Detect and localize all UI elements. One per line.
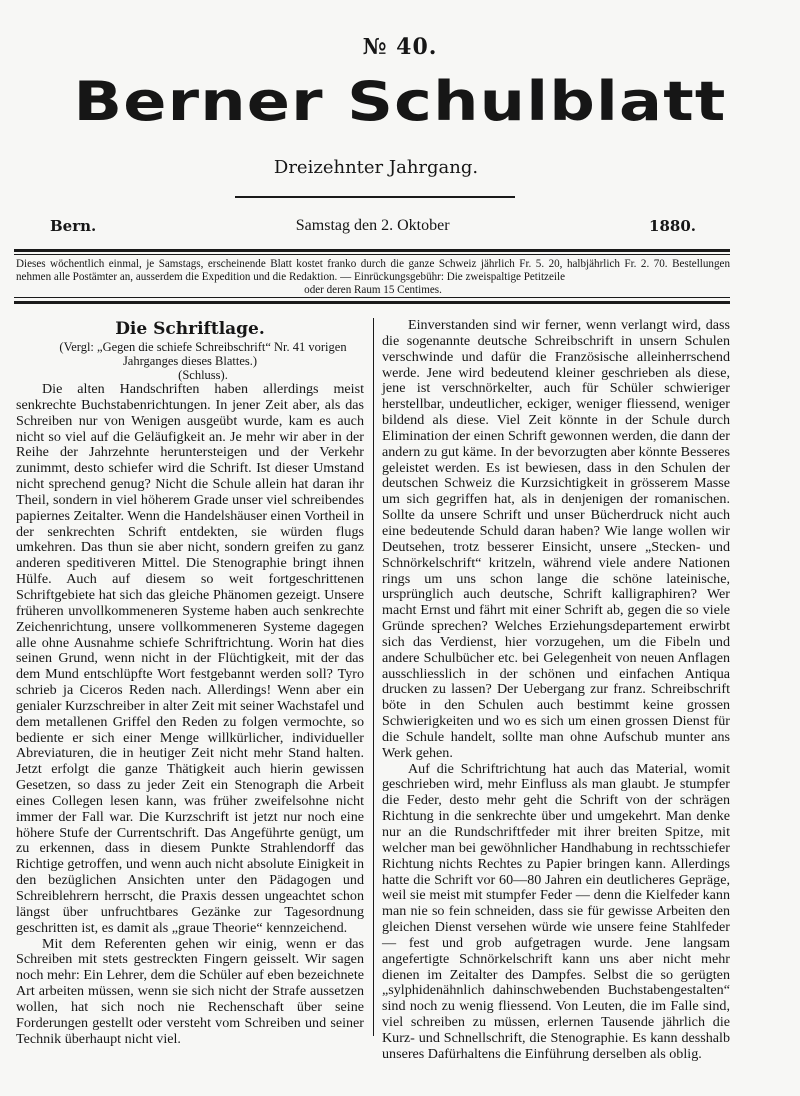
header-rule-top-thin — [14, 254, 730, 255]
article-status: (Schluss). — [178, 368, 228, 382]
header-rule-bottom-thin — [14, 297, 730, 298]
paragraph: Mit dem Referenten gehen wir einig, wenn er das Schreiben mit stets gestreckten Fingern geisselt. Wir sagen noch mehr: Ein Lehrer, dem die Schüler auf eben bezeichnete Art arbeiten müssen, wenn sie sich nicht der Strafe aussetzen wollen, hat sich noch nie Rechenschaft über seine Forderungen gestellt oder versteht vom Schreiben und seiner Technik überhaupt nicht viel. — [16, 935, 364, 1047]
paragraph: Die alten Handschriften haben allerdings meist senkrechte Buchstabenrichtungen. In jener Zeit aber, als das Schreiben nur von Wenigen ausgeübt wurde, kam es auch nicht so viel auf die Geläufigkeit an. Je mehr wir aber in der Reihe der Jahrzehnte heruntersteigen und der Verkehr zunimmt, desto schiefer wird die Schrift. Ist dieser Umstand nicht sprechend genug? Nicht die Schule allein hat daran ihr Theil, sondern in viel höherem Grade unser viel schreibendes papiernes Zeitalter. Wenn die Handelshäuser einen Vortheil in der senkrechten Schrift entdekten, sie würden flugs umkehren. Das thun sie aber nicht, sondern greifen zu ganz anderen speditiveren Mittel. Die Stenographie bringt ihnen Hülfe. Auch auf diesem so weit fortgeschrittenen Schriftgebiete hat sich das gleiche Phänomen gezeigt. Unsere früheren unvollkommeneren Systeme haben auch senkrechte Zeichenrichtung, unsere vollkommeneren Systeme dagegen alle ohne Ausnahme schiefe Schriftrichtung. Worin hat dies seinen Grund, wenn nicht in der Flüchtigkeit, mit der das dem Mund entschlüpfte Wort festgebannt werden soll? Tyro schrieb ja Ciceros Reden nach. Allerdings! Wenn aber ein genialer Kurzschreiber in alter Zeit mit seiner Wachstafel und dem metallenen Griffel den Reden zu folgen vermochte, so bediente er sich einer Menge willkürlicher, individueller Abreviaturen, die in heutiger Zeit nicht mehr Stand halten. Jetzt erfolgt die ganze Thätigkeit auch hierin gewissen Gesetzen, so dass zu jeder Zeit ein Stenograph die Arbeit eines Collegen lesen kann, was früher zweifelsohne nicht immer der Fall war. Die Kurzschrift ist jetzt nur noch eine höhere Stufe der Currentschrift. Das Angeführte genügt, um zu erkennen, dass in diesem Punkte Strahlendorff das Richtige getroffen, und wenn auch nicht absolute Einigkeit in den bezüglichen Ansichten unter den Pädagogen und Schreiblehrern herrscht, die Praxis dessen ungeachtet schon längst über unfruchtbares Gezänke zur Tagesordnung geschritten ist, es damit als „graue Theorie“ kennzeichend. — [16, 381, 364, 936]
paragraph: Einverstanden sind wir ferner, wenn verlangt wird, dass die sogenannte deutsche Schreibschrift in unsern Schulen verschwinde und dafür die Französische alleinherrschend werde. Jene wird bedeutend kleiner geschrieben als diese, jene ist verschnörkelter, auch für Schüler schwieriger herstellbar, undeutlicher, eckiger, weniger fliessend, weniger bildend als diese. Viel Zeit könnte in der Schule durch Elimination der einen Schrift gewonnen werden, die dann der andern zu gut käme. In der bevorzugten aber könnte Besseres geleistet werden. Es ist bewiesen, dass in den Schulen der deutschen Schweiz die Kurzsichtigkeit in grösserem Masse um sich gegriffen hat, als in denjenigen der romanischen. Sollte da unsere Schrift und unser Bücherdruck nicht auch eine bedeutende Schuld daran haben? Wie lange wollen wir Deutsehen, trotz besserer Einsicht, unsere „Stecken- und Schnörkelschrift“ kritzeln, während viele andere Nationen rings um uns schon lange die schöne lateinische, ursprünglich auch deutsche, Schrift kalligraphiren? Wer macht Ernst und fährt mit einer Schrift ab, gegen die so viele Gründe sprechen? Welches Erziehungsdepartement erwirbt sich das Verdienst, hier vorzugehen, um die Fibeln und andere Schulbücher etc. bei Gelegenheit von neuen Anflagen ausschliesslich in der schönen und einfachen Antiqua drucken zu lassen? Der Uebergang zur franz. Schreibschrift böte in den Schulen auch bestimmt keine grossen Schwierigkeiten und wo es sich um einen grossen Dienst für die Schule handelt, sollte man ohne Aufschub munter ans Werk gehen. — [382, 317, 730, 761]
volume-subtitle: Dreizehnter Jahrgang. — [273, 157, 479, 178]
dateline-date: Samstag den 2. Oktober — [295, 217, 450, 234]
dateline-place: Bern. — [50, 217, 97, 235]
article-title: Die Schriftlage. — [115, 319, 265, 339]
subscription-last-line: oder deren Raum 15 Centimes. — [304, 284, 442, 296]
masthead-divider — [235, 196, 515, 198]
subscription-notice — [16, 258, 730, 297]
subscription-text: Dieses wöchentlich einmal, je Samstags, erscheinende Blatt kostet franko durch die ganze Schweiz jährlich Fr. 5. 20, halbjährlich Fr. 2. 70. Bestellungen nehmen alle Postämter an, ausserdem die Expedition und die Redaktion. — Einrückungsgebühr: Die zweispaltige Petitzeile — [16, 258, 730, 283]
header-rule-top — [14, 249, 730, 252]
article-reference: (Vergl: „Gegen die schiefe Schreibschrift“ Nr. 41 vorigen Jahrganges dieses Blattes.) — [59, 340, 347, 368]
column-divider — [373, 318, 374, 1036]
masthead-title: Berner Schulblatt — [73, 70, 727, 133]
right-column — [382, 318, 730, 1063]
header-rule-bottom — [14, 301, 730, 304]
dateline — [50, 217, 696, 235]
left-column — [16, 318, 364, 1047]
dateline-year: 1880. — [649, 217, 696, 235]
paragraph: Auf die Schriftrichtung hat auch das Material, womit geschrieben wird, mehr Einfluss als man glaubt. Je stumpfer die Feder, desto mehr geht die Schrift von der schrägen Richtung in die senkrechte über und umgekehrt. Man denke nur an die Rundschriftfeder mit ihrer breiten Spitze, mit welcher man bei gewöhnlicher Handhabung in rechtsschiefer Richtung nichts Rechtes zu Papier bringen kann. Allerdings hatte die Schrift vor 60—80 Jahren ein deutlicheres Gepräge, weil sie meist mit stumpfer Feder — denn die Kielfeder kann man nie so fein schneiden, dass sie für gewisse Arbeiten den gleichen Dienst versehen würde wie unsere feine Stahlfeder — fest und grob aufgetragen wurde. Jene langsam angefertigte Schnörkelschrift kann uns aber nicht mehr dienen im Zeitalter des Dampfes. Selbst die so gerügten „sylphidenähnlich dahinschwebenden Buchstabengestalten“ sind noch zu wenig fliessend. Von Leuten, die im Falle sind, viel schreiben zu müssen, erlernen Tausende jährlich die Kurz- und Schnellschrift, die Stenographie. Es kann desshalb unseres Dafürhaltens die Einführung derselben als oblig. — [382, 760, 730, 1062]
issue-number: № 40. — [362, 34, 438, 60]
